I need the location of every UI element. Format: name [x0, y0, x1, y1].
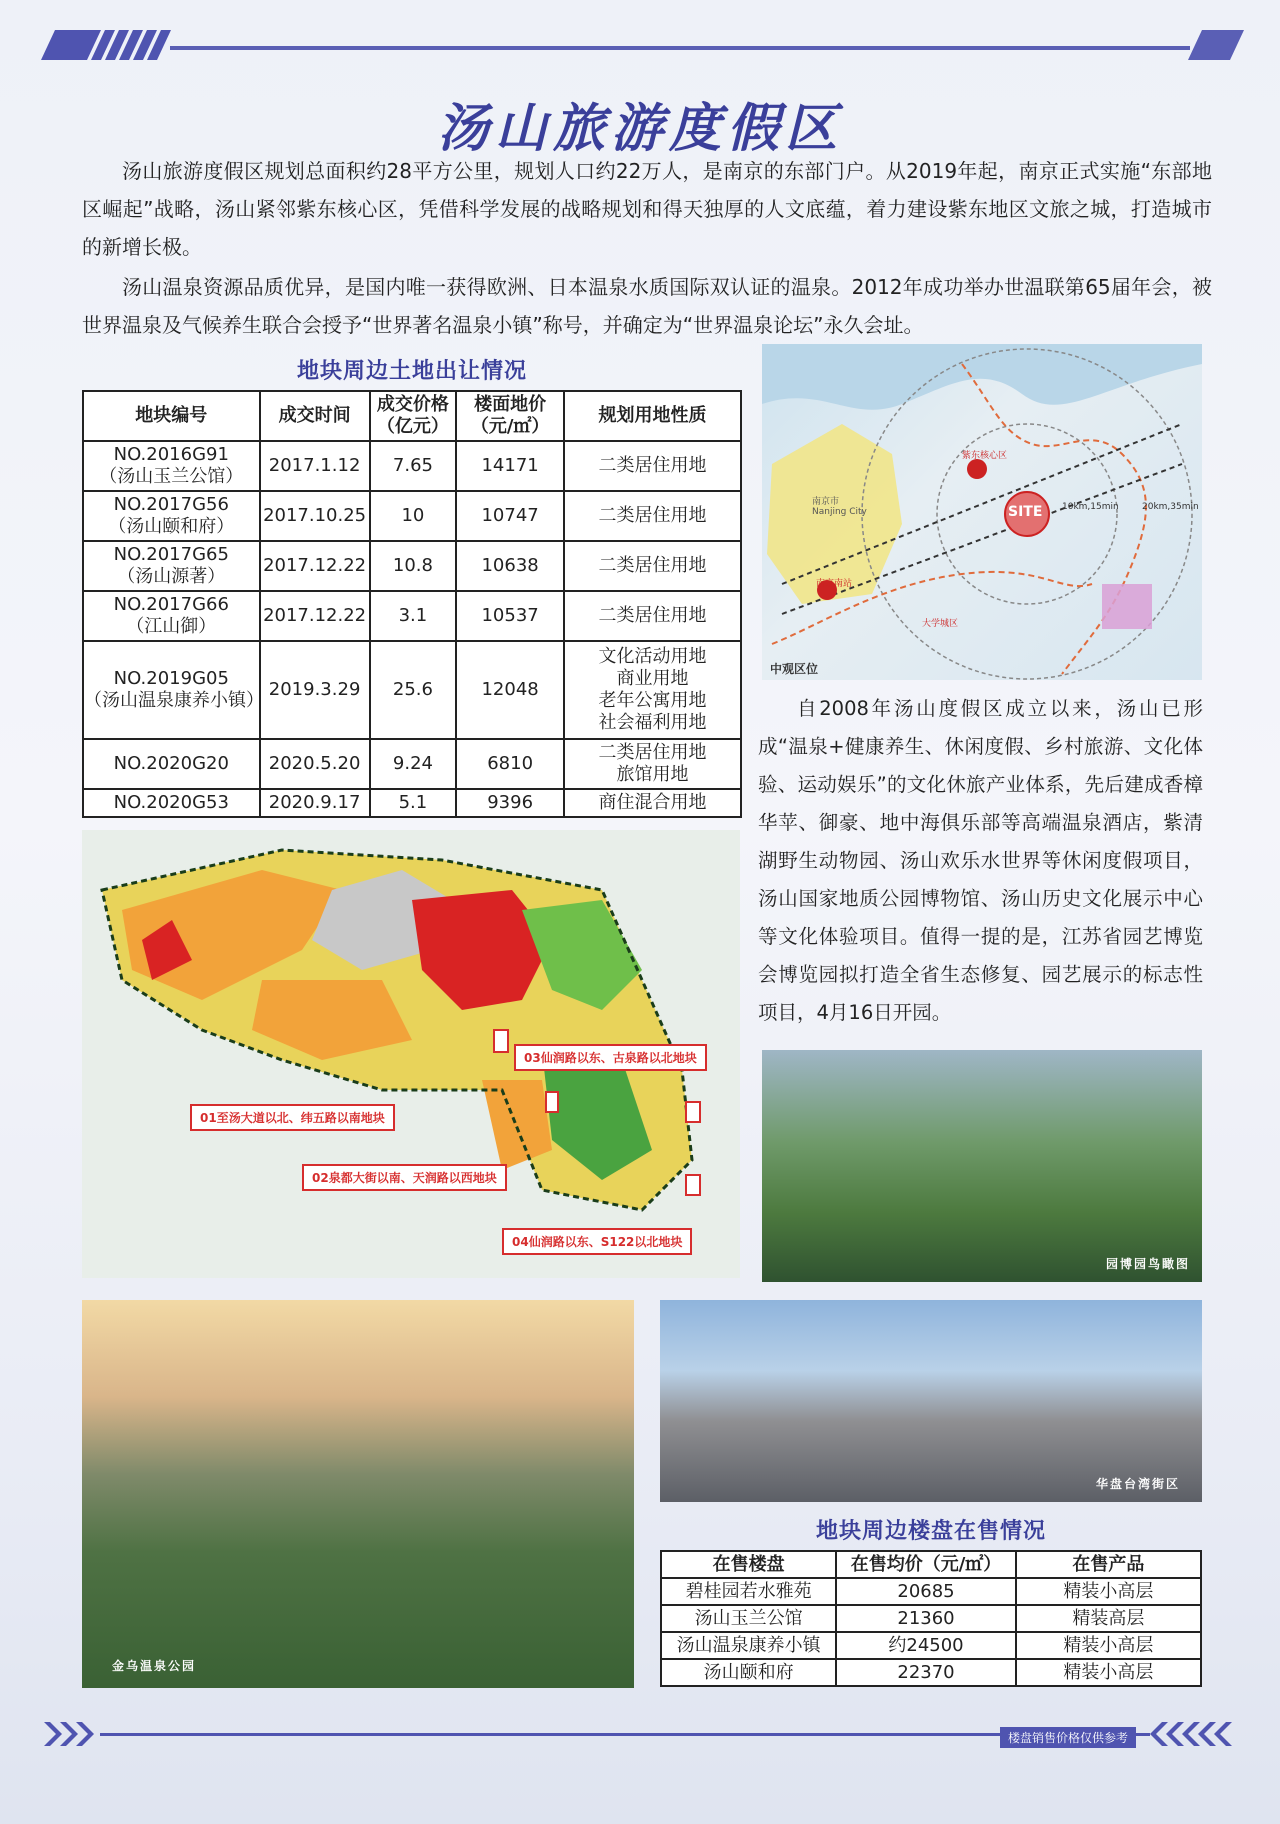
land-project-name: （江山御）: [126, 616, 217, 637]
hot-spring-park-caption: 金乌温泉公园: [112, 1659, 197, 1673]
distance-label: 20km,35min: [1142, 502, 1199, 512]
sale-price-cell: 22370: [836, 1659, 1015, 1686]
land-code: NO.2016G91: [113, 444, 229, 465]
footer-chevrons-left: [42, 1720, 102, 1748]
land-code: NO.2017G66: [113, 594, 229, 615]
station-label: 南京南站: [816, 579, 853, 589]
land-date-cell: 2017.12.22: [260, 541, 370, 591]
land-plan-map: [82, 830, 740, 1278]
land-use-cell: 二类居住用地: [564, 591, 741, 641]
table-header: 在售楼盘: [661, 1551, 836, 1578]
land-floor-price-cell: 6810: [456, 739, 564, 789]
site-label: SITE: [1008, 504, 1043, 520]
location-map: [762, 344, 1202, 680]
land-code-cell: [83, 789, 260, 817]
land-price-cell: 10.8: [370, 541, 457, 591]
land-code-cell: [83, 441, 260, 491]
plot-label-04: 04仙润路以东、S122以北地块: [502, 1228, 692, 1255]
table-header: 成交价格 （亿元）: [370, 391, 457, 441]
sale-name-cell: 汤山温泉康养小镇: [661, 1632, 836, 1659]
area-label: 大学城区: [922, 619, 959, 629]
land-price-cell: 10: [370, 491, 457, 541]
zone-core-label: 紫东核心区: [962, 451, 1008, 461]
sale-name-cell: 汤山颐和府: [661, 1659, 836, 1686]
land-price-cell: 5.1: [370, 789, 457, 817]
plot-label-03: 03仙润路以东、古泉路以北地块: [514, 1044, 707, 1071]
land-use-cell: 二类居住用地: [564, 491, 741, 541]
sale-name-cell: 碧桂园若水雅苑: [661, 1578, 836, 1605]
land-use-cell: 商住混合用地: [564, 789, 741, 817]
land-code-cell: [83, 591, 260, 641]
land-code-cell: [83, 491, 260, 541]
land-code: NO.2017G65: [113, 544, 229, 565]
taiwan-street-photo: [660, 1300, 1202, 1502]
table-row: [83, 641, 741, 739]
table-row: [83, 541, 741, 591]
table-row: [83, 789, 741, 817]
intro-paragraph-1: 汤山旅游度假区规划总面积约28平方公里，规划人口约22万人，是南京的东部门户。从2019年起，南京正式实施“东部地区崛起”战略，汤山紧邻紫东核心区，凭借科学发展的战略规划和得天独厚的人文底蕴，着力建设紫东地区文旅之城，打造城市的新增长极。: [82, 159, 1212, 259]
land-price-cell: 9.24: [370, 739, 457, 789]
land-use-cell: 二类居住用地 旅馆用地: [564, 739, 741, 789]
table-header: 在售产品: [1016, 1551, 1201, 1578]
land-use-cell: 二类居住用地: [564, 541, 741, 591]
distance-label: 10km,15min: [1062, 502, 1119, 512]
land-code: NO.2020G20: [113, 753, 229, 774]
sale-name-cell: 汤山玉兰公馆: [661, 1605, 836, 1632]
header-decoration-block: [1188, 30, 1244, 60]
land-project-name: （汤山玉兰公馆）: [99, 466, 244, 487]
table-row: [661, 1605, 1201, 1632]
table-row: [83, 591, 741, 641]
land-code: NO.2020G53: [113, 792, 229, 813]
land-date-cell: 2017.1.12: [260, 441, 370, 491]
land-project-name: （汤山源著）: [117, 566, 226, 587]
table-header: 地块编号: [83, 391, 260, 441]
hot-spring-park-photo: [82, 1300, 634, 1688]
land-transfer-table: [82, 390, 742, 818]
table-header: 楼面地价 （元/㎡）: [456, 391, 564, 441]
land-floor-price-cell: 14171: [456, 441, 564, 491]
land-date-cell: 2020.5.20: [260, 739, 370, 789]
table-row: [83, 739, 741, 789]
land-price-cell: 25.6: [370, 641, 457, 739]
table-header: 在售均价（元/㎡）: [836, 1551, 1015, 1578]
footer-note: 楼盘销售价格仅供参考: [1000, 1727, 1136, 1748]
land-use-cell: 文化活动用地 商业用地 老年公寓用地 社会福利用地: [564, 641, 741, 739]
sale-price-cell: 21360: [836, 1605, 1015, 1632]
land-floor-price-cell: 10537: [456, 591, 564, 641]
sale-price-cell: 约24500: [836, 1632, 1015, 1659]
sale-product-cell: 精装小高层: [1016, 1578, 1201, 1605]
table-row: [661, 1578, 1201, 1605]
land-code-cell: [83, 541, 260, 591]
land-date-cell: 2019.3.29: [260, 641, 370, 739]
sale-product-cell: 精装小高层: [1016, 1659, 1201, 1686]
land-price-cell: 3.1: [370, 591, 457, 641]
right-paragraph: 自2008年汤山度假区成立以来，汤山已形成“温泉+健康养生、休闲度假、乡村旅游、文化体验、运动娱乐”的文化休旅产业体系，先后建成香樟华苹、御豪、地中海俱乐部等高端温泉酒店，紫清湖野生动物园、汤山欢乐水世界等休闲度假项目，汤山国家地质公园博物馆、汤山历史文化展示中心等文化体验项目。值得一提的是，江苏省园艺博览会博览园拟打造全省生态修复、园艺展示的标志性项目，4月16日开园。: [758, 697, 1203, 1024]
taiwan-street-caption: 华盘台湾街区: [1095, 1477, 1180, 1491]
table-row: [661, 1659, 1201, 1686]
map-corner-label: 中观区位: [770, 662, 819, 676]
sale-product-cell: 精装小高层: [1016, 1632, 1201, 1659]
expo-park-photo: [762, 1050, 1202, 1282]
land-date-cell: 2017.10.25: [260, 491, 370, 541]
land-floor-price-cell: 10747: [456, 491, 564, 541]
plot-label-02: 02泉都大街以南、天润路以西地块: [302, 1164, 507, 1191]
land-project-name: （汤山温泉康养小镇）: [84, 690, 264, 711]
land-project-name: （汤山颐和府）: [108, 516, 235, 537]
sale-table: [660, 1550, 1202, 1687]
table-header: 规划用地性质: [564, 391, 741, 441]
land-code-cell: [83, 739, 260, 789]
table-header: 成交时间: [260, 391, 370, 441]
land-floor-price-cell: 12048: [456, 641, 564, 739]
land-table-title: 地块周边土地出让情况: [296, 359, 527, 384]
plot-label-01: 01至汤大道以北、纬五路以南地块: [190, 1104, 395, 1131]
land-floor-price-cell: 10638: [456, 541, 564, 591]
land-code: NO.2017G56: [113, 494, 229, 515]
sale-price-cell: 20685: [836, 1578, 1015, 1605]
land-date-cell: 2017.12.22: [260, 591, 370, 641]
land-code-cell: [83, 641, 264, 739]
land-use-cell: 二类居住用地: [564, 441, 741, 491]
land-floor-price-cell: 9396: [456, 789, 564, 817]
table-row: [83, 491, 741, 541]
footer-line: [100, 1733, 1150, 1736]
table-row: [83, 441, 741, 491]
expo-park-caption: 园博园鸟瞰图: [1105, 1257, 1190, 1271]
sale-table-title: 地块周边楼盘在售情况: [815, 1519, 1046, 1544]
table-row: [661, 1632, 1201, 1659]
intro-paragraph-2: 汤山温泉资源品质优异，是国内唯一获得欧洲、日本温泉水质国际双认证的温泉。2012年成功举办世温联第65届年会，被世界温泉及气候养生联合会授予“世界著名温泉小镇”称号，并确定为“世界温泉论坛”永久会址。: [82, 275, 1212, 337]
header-line: [170, 46, 1190, 50]
sale-product-cell: 精装高层: [1016, 1605, 1201, 1632]
nanjing-label: 南京市 Nanjing City: [812, 497, 867, 517]
land-code: NO.2019G05: [113, 668, 229, 689]
footer-chevrons-right: [1148, 1720, 1238, 1748]
land-price-cell: 7.65: [370, 441, 457, 491]
page-title: 汤山旅游度假区: [436, 98, 843, 159]
land-date-cell: 2020.9.17: [260, 789, 370, 817]
